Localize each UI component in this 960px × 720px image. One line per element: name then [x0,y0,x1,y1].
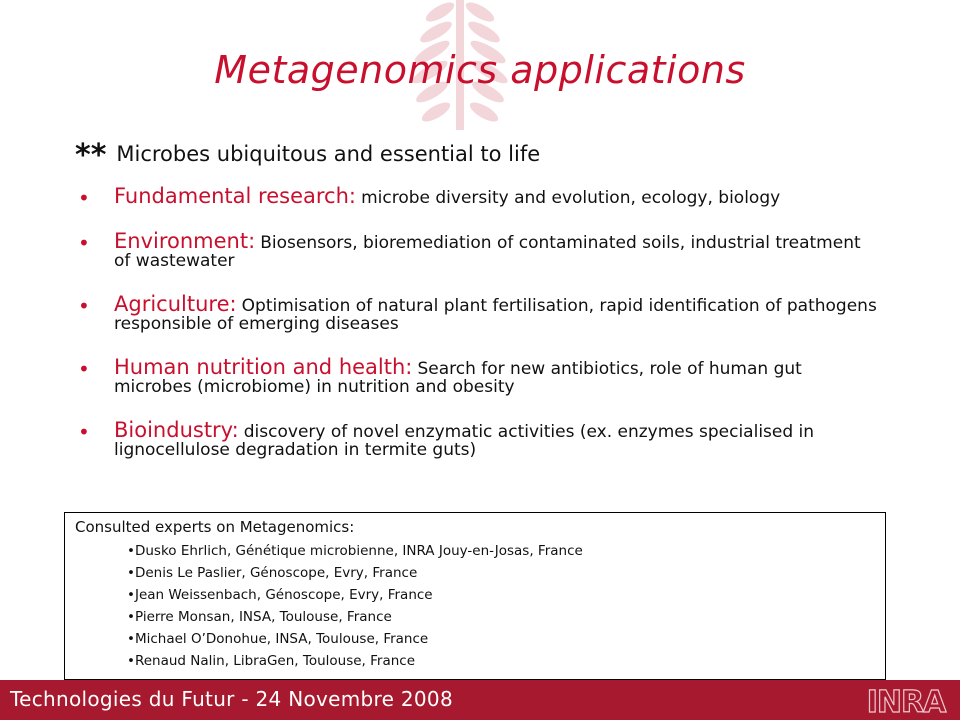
expert-item: •Denis Le Paslier, Génoscope, Evry, France [127,565,418,581]
experts-box [64,512,886,680]
experts-list [75,540,875,672]
bullet-icon: • [78,420,90,444]
expert-item: •Renaud Nalin, LibraGen, Toulouse, France [127,653,416,669]
expert-item: •Pierre Monsan, INSA, Toulouse, France [127,609,392,625]
bullet-icon: • [78,294,90,318]
bullet-icon: • [78,186,90,210]
experts-heading: Consulted experts on Metagenomics: [75,518,355,536]
expert-item: •Jean Weissenbach, Génoscope, Evry, France [127,587,433,603]
bullet-text: Search for new antibiotics, role of human gut microbes (microbiome) in nutrition and obesity [114,359,802,397]
bullet-text: Optimisation of natural plant fertilisation, rapid identification of pathogens responsible of emerging diseases [114,296,877,334]
bullet-heading: Human nutrition and health: [114,355,413,379]
bullet-text: discovery of novel enzymatic activities (ex. enzymes specialised in lignocellulose degradation in termite guts) [114,422,815,460]
bullet-heading: Fundamental research: [114,184,356,208]
logo-text: INRA [866,685,946,718]
bullet-icon: • [78,231,90,255]
list-item [78,355,878,397]
list-item [78,292,878,334]
bullet-text: Biosensors, bioremediation of contaminated soils, industrial treatment of wastewater [114,233,861,271]
bullet-text: microbe diversity and evolution, ecology, biology [361,188,781,208]
expert-item: •Michael O’Donohue, INSA, Toulouse, France [127,631,429,647]
list-item [78,184,878,210]
subtitle [75,138,540,173]
list-item [78,229,878,271]
bullet-icon: • [78,357,90,381]
slide-title: Metagenomics applications [214,48,746,92]
list-item [78,418,878,460]
footer-text: Technologies du Futur - 24 Novembre 2008 [10,687,453,711]
bullet-heading: Environment: [114,229,256,253]
application-list [78,184,878,484]
footer-bar [0,680,960,720]
inra-logo-icon [860,682,952,718]
expert-item: •Dusko Ehrlich, Génétique microbienne, INRA Jouy-en-Josas, France [127,543,583,559]
bullet-heading: Bioindustry: [114,418,239,442]
subtitle-text: Microbes ubiquitous and essential to life [116,142,541,166]
bullet-heading: Agriculture: [114,292,237,316]
subtitle-stars: ** [75,138,107,173]
